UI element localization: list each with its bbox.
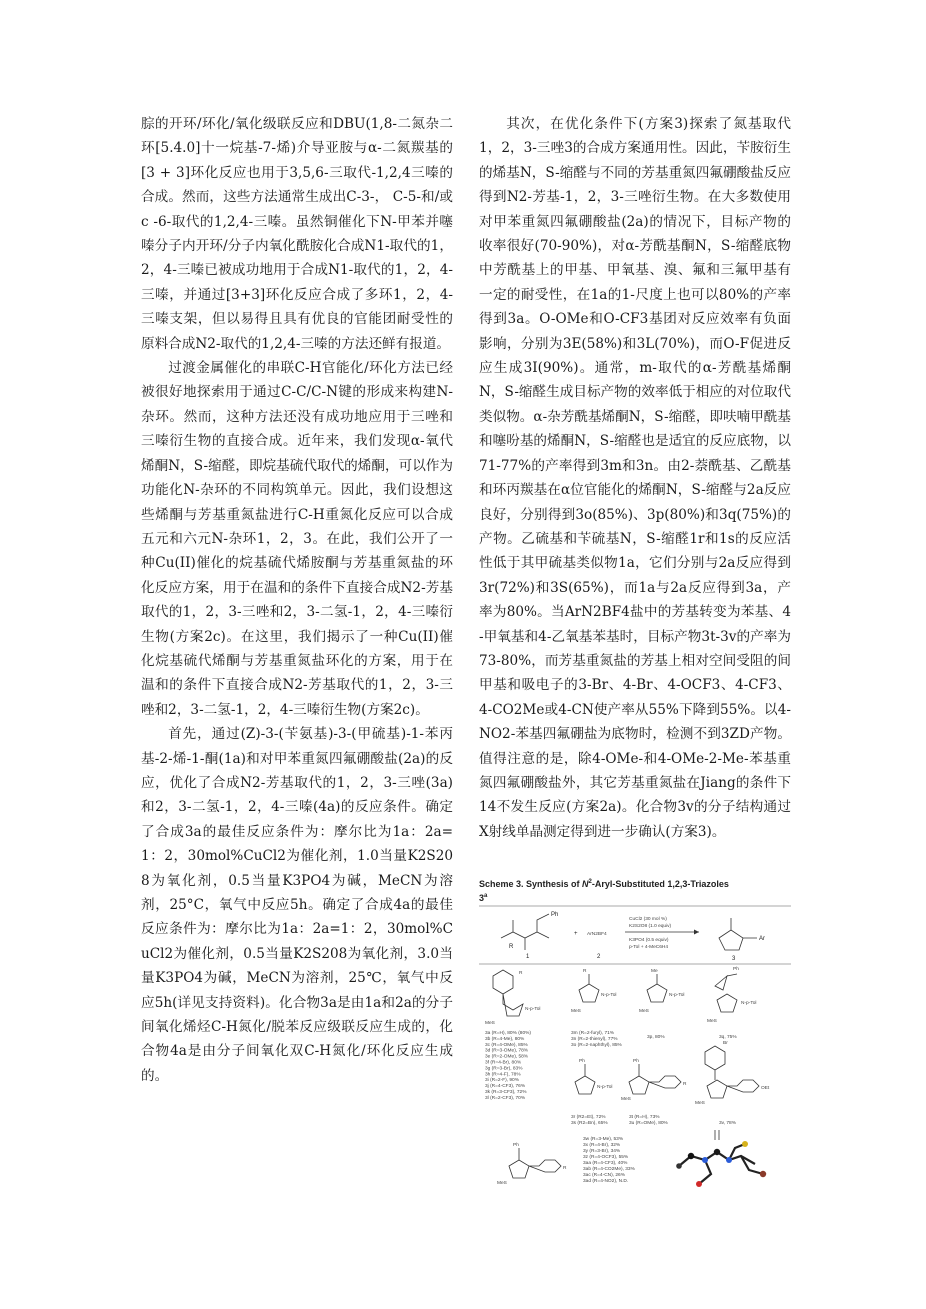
compound-yield-label: 3n (R=2-thienyl), 77% xyxy=(571,1036,618,1042)
compound-yield-label: 3s (R2=Bn), 65% xyxy=(571,1121,608,1126)
reagent-2: ArN2BF4 xyxy=(587,932,607,937)
label-3: 3 xyxy=(732,956,736,962)
condition-2: K2S2O8 (1.0 equiv) xyxy=(629,924,672,929)
compound-yield-label: 3z (R=4-OCF3), 55% xyxy=(583,1155,629,1160)
compound-yield-label: 3r (R2=Et), 72% xyxy=(571,1115,606,1120)
label-mes-q: MeS xyxy=(707,1019,717,1024)
compound-yield-label: 3x (R=4-Br), 32% xyxy=(583,1143,621,1148)
compound-yield-label: 3c (R=4-OMe), 85% xyxy=(485,1042,528,1048)
compound-yield-label: 3j (R=4-CF3), 76% xyxy=(485,1084,526,1090)
left-column xyxy=(141,112,453,1088)
left-paragraph-3: 首先，通过(Z)-3-(苄氨基)-3-(甲硫基)-1-苯丙基-2-烯-1-酮(1a)和对甲苯重氮四氟硼酸盐(2a)的反应，优化了合成N2-芳基取代的1，2，3-三唑(3a)和2，3-二氢-1，2，4-三嗪(4a)的反应条件。确定了合成3a的最佳反应条件为：摩尔比为1a：2a=1：2，30mol%CuCl2为催化剂，1.0当量K2S208为氧化剂，0.5当量K3PO4为碱，MeCN为溶剂，25°C，氧气中反应5h。确定了合成4a的最佳反应条件为：摩尔比为1a：2a=1：2，30mol%CuCl2为催化剂，0.5当量K2S208为氧化剂，3.0当量K3PO4为碱，MeCN为溶剂，25℃，氧气中反应5h(详见支持资料)。化合物3a是由1a和2a的分子间氧化烯烃C-H氮化/脱苯反应级联反应生成的，化合物4a是由分子间氧化双C-H氮化/环化反应生成的。 xyxy=(141,726,453,1084)
label-br-v: Br xyxy=(723,1041,728,1046)
compound-yield-label: 3m (R=2-furyl), 71% xyxy=(571,1031,615,1036)
structure-3m-3o xyxy=(571,968,616,1014)
right-column xyxy=(479,112,791,844)
condition-4: p-Tol + 4-MeC6H4 xyxy=(629,945,669,950)
structure-3t-3u xyxy=(621,1058,687,1102)
label-2: 2 xyxy=(597,954,601,960)
compound-yield-label: 3t (R=H), 73% xyxy=(629,1115,660,1120)
compound-yield-label: 3f (R=4-Br), 80% xyxy=(485,1060,522,1066)
compound-yield-label: 3g (R=3-Br), 83% xyxy=(485,1066,523,1072)
compound-yield-label: 3a (R=H), 80% (80%) xyxy=(485,1031,531,1036)
compound-yield-label: 3ac (R=4-CN), 26% xyxy=(583,1173,625,1178)
label-r-w: R xyxy=(563,1166,567,1171)
label-mes-p: MeS xyxy=(639,1009,649,1014)
label-ph-t: Ph xyxy=(633,1059,639,1064)
label-mes-a: MeS xyxy=(485,1021,495,1026)
list-3m-3o xyxy=(571,1030,623,1048)
list-3r-3s xyxy=(571,1114,608,1126)
scheme-title: Scheme 3. Synthesis of $N^2-Aryl$-Substituted 1,2,3-Triazoles 3$^a$ xyxy=(479,879,729,903)
condition-1: CuCl2 (30 mol %) xyxy=(629,917,667,922)
label-3p: 3p, 80% xyxy=(647,1035,665,1040)
label-ph-r: Ph xyxy=(579,1059,585,1064)
compound-yield-label: 3w (R=3-Me), 53% xyxy=(583,1137,624,1142)
compound-yield-label: 3d (R=3-OMe), 78% xyxy=(485,1048,529,1054)
compound-yield-label: 3k (R=3-CF3), 72% xyxy=(485,1090,527,1095)
label-ph-q: Ph xyxy=(733,967,739,972)
left-paragraph-1: 腙的开环/环化/氧化级联反应和DBU(1,8-二氮杂二环[5.4.0]十一烷基-7-烯)介导亚胺与α-二氮羰基的[3 + 3]环化反应也用于3,5,6-三取代-1,2,4三嗪的合成。然而，这些方法通常生成出C-3-， C-5-和/或c -6-取代的1,2,4-三嗪。虽然铜催化下N-甲苯并噻嗪分子内开环/分子内氧化酰胺化合成N1-取代的1，2，4-三嗪已被成功地用于合成N1-取代的1，2，4-三嗪，并通过[3+3]环化反应合成了多环1，2，4-三嗪支架，但以易得且具有优良的官能团耐受性的原料合成N2-取代的1,2,4-三嗪的方法还鲜有报道。 xyxy=(141,116,453,352)
label-r-b: R xyxy=(583,969,587,974)
compound-yield-label: 3e (R=2-OMe), 58% xyxy=(485,1054,529,1060)
compound-yield-label: 3h (R=4-F), 78% xyxy=(485,1072,521,1078)
label-mes-w: MeS xyxy=(497,1181,507,1186)
compound-yield-label: 3y (R=3-Br), 34% xyxy=(583,1149,621,1154)
label-ptol-r: N-p-Tol xyxy=(597,1085,613,1090)
scheme-3-figure xyxy=(479,876,791,1196)
reaction-arrow-group xyxy=(625,916,699,950)
list-3t-3u xyxy=(629,1114,669,1126)
compound-yield-label: 3u (R=OMe), 80% xyxy=(629,1121,668,1126)
right-paragraph-1: 其次，在优化条件下(方案3)探索了氮基取代1，2，3-三唑3的合成方案通用性。因此，苄胺衍生的烯基N，S-缩醛与不同的芳基重氮四氟硼酸盐反应得到N2-芳基-1，2，3-三唑衍生物。在大多数使用对甲苯重氮四氟硼酸盐(2a)的情况下，目标产物的收率很好(70-90%)，对α-芳酰基酮N，S-缩醛底物中芳酰基上的甲基、甲氧基、溴、氟和三氟甲基有一定的耐受性，在1a的1-尺度上也可以80%的产率得到3a。O-OMe和O-CF3基团对反应效率有负面影响，分别为3E(58%)和3L(70%)，而O-F促进反应生成3I(90%)。通常，m-取代的α-芳酰基烯酮N，S-缩醛生成目标产物的效率低于相应的对位取代类似物。α-杂芳酰基烯酮N，S-缩醛，即呋喃甲酰基和噻吩基的烯酮N，S-缩醛也是适宜的反应底物，以71-77%的产率得到3m和3n。由2-萘酰基、乙酰基和环丙羰基在α位官能化的烯酮N，S-缩醛与2a反应良好，分别得到3o(85%)、3p(80%)和3q(75%)的产物。乙硫基和苄硫基N，S-缩醛1r和1s的反应活性低于其甲硫基类似物1a，它们分别与2a反应得到3r(72%)和3S(65%)，而1a与2a反应得到3a，产率为80%。当ArN2BF4盐中的芳基转变为苯基、4-甲氧基和4-乙氧基苯基时，目标产物3t-3v的产率为73-80%，而芳基重氮盐的芳基上相对空间受阻的间甲基和吸电子的3-Br、4-Br、4-OCF3、4-CF3、4-CO2Me或4-CN使产率从55%下降到55%。以4-NO2-苯基四氟硼盐为底物时，检测不到3ZD产物。值得注意的是，除4-OMe-和4-OMe-2-Me-苯基重氮四氟硼酸盐外，其它芳基重氮盐在Jiang的条件下14不发生反应(方案2a)。化合物3v的分子结构通过X射线单晶测定得到进一步确认(方案3)。 xyxy=(479,116,791,840)
xray-crystal-structure xyxy=(676,1130,766,1187)
product-3-structure xyxy=(719,918,765,962)
label-3v: 3v, 78% xyxy=(719,1121,736,1126)
label-1: 1 xyxy=(526,954,530,960)
compound-yield-label: 3l (R=2-CF3), 70% xyxy=(485,1095,526,1101)
structure-3a-3l xyxy=(485,970,540,1026)
structure-3p xyxy=(639,968,684,1014)
compound-yield-label: 3ad (R=4-NO2), N.D. xyxy=(583,1179,629,1184)
label-ph: Ph xyxy=(551,912,559,918)
label-ph-w: Ph xyxy=(513,1143,519,1148)
compound-yield-label: 3o (R=2-naphthyl), 85% xyxy=(571,1042,622,1048)
structure-3q xyxy=(707,966,756,1024)
structure-3w-3ad xyxy=(497,1142,567,1186)
plus-sign: + xyxy=(574,931,578,937)
list-3a-3l xyxy=(485,1030,531,1101)
label-mes-b: MeS xyxy=(571,1009,581,1014)
arrow-head-icon xyxy=(694,930,699,935)
label-oet: OEt xyxy=(761,1086,770,1091)
label-me: Me xyxy=(651,969,658,974)
label-mes-t: MeS xyxy=(621,1097,631,1102)
label-ptol-p: N-p-Tol xyxy=(669,993,685,998)
structure-3v xyxy=(695,1040,770,1106)
compound-yield-label: 3i (R=2-F), 90% xyxy=(485,1078,519,1084)
label-3q: 3q, 75% xyxy=(719,1035,737,1040)
substrate-1-structure xyxy=(501,912,558,960)
label-r-t: R xyxy=(683,1082,687,1087)
left-paragraph-2: 过渡金属催化的串联C-H官能化/环化方法已经被很好地探索用于通过C-C/C-N键的形成来构建N-杂环。然而，这种方法还没有成功地应用于三唑和三嗪衍生物的直接合成。近年来，我们发现α-氧代烯酮N，S-缩醛，即烷基硫代取代的烯酮，可以作为功能化N-杂环的不同构筑单元。因此，我们设想这些烯酮与芳基重氮盐进行C-H重氮化反应可以合成五元和六元N-杂环1，2，3。在此，我们公开了一种Cu(II)催化的烷基硫代烯胺酮与芳基重氮盐的环化反应方案，用于在温和的条件下直接合成N2-芳基取代的1，2，3-三唑和2，3-二氢-1，2，4-三嗪衍生物(方案2c)。在这里，我们揭示了一种Cu(II)催化烷基硫代烯酮与芳基重氮盐环化的方案，用于在温和的条件下直接合成N2-芳基取代的1，2，3-三唑和2，3-二氢-1，2，4-三嗪衍生物(方案2c)。 xyxy=(141,360,453,718)
structure-3r-3s xyxy=(575,1058,612,1094)
compound-yield-label: 3ab (R=4-CO2Me), 33% xyxy=(583,1167,635,1172)
compound-yield-label: 3aa (R=4-CF3), 40% xyxy=(583,1161,628,1166)
label-mes-v: MeS xyxy=(695,1101,705,1106)
label-ptol-b: N-p-Tol xyxy=(601,993,617,998)
list-3w-3ad xyxy=(583,1136,636,1184)
label-r-row1: R xyxy=(519,971,523,976)
scheme-diagram xyxy=(479,904,791,1196)
label-ptol-a: N-p-Tol xyxy=(525,1007,541,1012)
label-r: R xyxy=(509,944,514,950)
label-ar: Ar xyxy=(759,936,765,942)
condition-3: K3PO4 (0.5 equiv) xyxy=(629,938,669,943)
compound-yield-label: 3b (R=4-Me), 80% xyxy=(485,1036,525,1042)
label-ptol-q: N-p-Tol xyxy=(741,1001,757,1006)
